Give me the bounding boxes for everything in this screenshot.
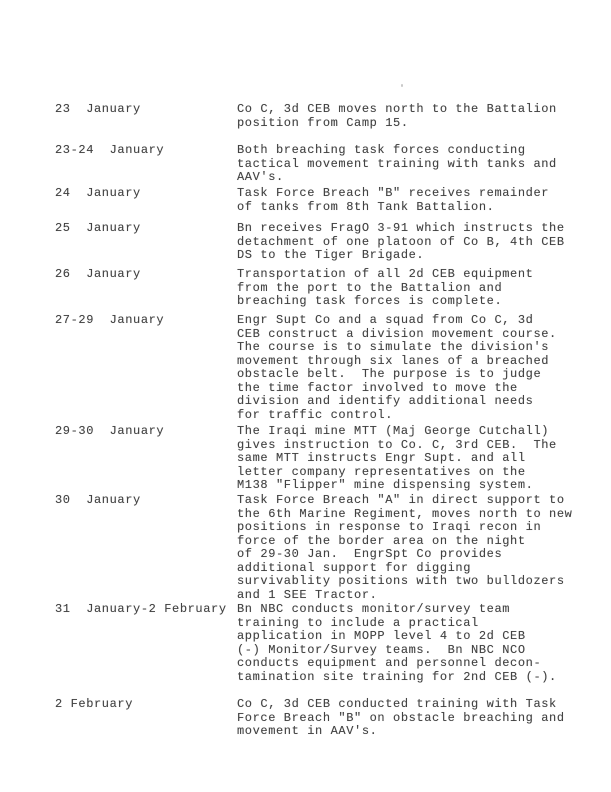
entry-description bbox=[237, 698, 593, 739]
entry-description bbox=[237, 425, 593, 493]
entry-text-line: of 29-30 Jan. EngrSpt Co provides bbox=[237, 547, 503, 561]
entry-date: 26 January bbox=[55, 267, 141, 281]
entry-date: 30 January bbox=[55, 493, 141, 507]
scan-speck-artifact bbox=[401, 84, 403, 87]
entry-text-line: tamination site training for 2nd CEB (-). bbox=[237, 669, 557, 684]
entry-text-line: DS to the Tiger Brigade. bbox=[237, 248, 425, 262]
entry-text-line: tactical movement training with tanks and bbox=[237, 156, 557, 171]
entry-text-line: application in MOPP level 4 to 2d CEB bbox=[237, 629, 526, 643]
entry-text-line: Force Breach "B" on obstacle breaching and bbox=[237, 710, 565, 725]
entry-description bbox=[237, 144, 593, 185]
entry-description bbox=[237, 268, 593, 309]
entry-text-line: additional support for digging bbox=[237, 560, 472, 575]
entry-date: 29-30 January bbox=[55, 424, 165, 438]
entry-text-line: same MTT instructs Engr Supt. and all bbox=[237, 451, 526, 465]
entry-text-line: Bn NBC conducts monitor/survey team bbox=[237, 602, 511, 616]
entry-description bbox=[237, 222, 593, 263]
entry-text-line: conducts equipment and personnel decon- bbox=[237, 656, 542, 670]
entry-date: 2 February bbox=[55, 697, 134, 711]
entry-date: 27-29 January bbox=[55, 313, 165, 327]
entry-description bbox=[237, 603, 593, 684]
entry-text-line: the 6th Marine Regiment, moves north to new bbox=[237, 506, 573, 521]
entry-text-line: the time factor involved to move the bbox=[237, 380, 518, 395]
entry-text-line: and 1 SEE Tractor. bbox=[237, 587, 378, 602]
entry-description bbox=[237, 187, 593, 214]
entry-date: 31 January-2 February bbox=[55, 602, 227, 616]
entry-description bbox=[237, 314, 593, 422]
entry-text-line: AAV's. bbox=[237, 170, 284, 184]
entry-text-line: Task Force Breach "A" in direct support to bbox=[237, 493, 565, 507]
entry-text-line: CEB construct a division movement course. bbox=[237, 326, 557, 341]
entry-text-line: from the port to the Battalion and bbox=[237, 280, 503, 295]
entry-text-line: breaching task forces is complete. bbox=[237, 294, 503, 308]
entry-text-line: detachment of one platoon of Co B, 4th CEB bbox=[237, 234, 565, 249]
entry-text-line: division and identify additional needs bbox=[237, 394, 534, 408]
entry-description bbox=[237, 103, 593, 130]
entry-text-line: Transportation of all 2d CEB equipment bbox=[237, 267, 534, 281]
entry-date: 25 January bbox=[55, 221, 141, 235]
entry-date: 23 January bbox=[55, 102, 141, 116]
entry-text-line: Bn receives FragO 3-91 which instructs the bbox=[237, 221, 565, 235]
entry-text-line: survivablity positions with two bulldozers bbox=[237, 574, 565, 588]
entry-text-line: Co C, 3d CEB conducted training with Task bbox=[237, 697, 557, 711]
entry-text-line: The course is to simulate the division's bbox=[237, 340, 550, 354]
entry-text-line: training to include a practical bbox=[237, 615, 479, 630]
entry-text-line: obstacle belt. The purpose is to judge bbox=[237, 367, 542, 381]
entry-text-line: position from Camp 15. bbox=[237, 115, 409, 130]
entry-text-line: for traffic control. bbox=[237, 407, 394, 422]
entry-date: 23-24 January bbox=[55, 143, 165, 157]
entry-text-line: letter company representatives on the bbox=[237, 464, 526, 479]
entry-text-line: Both breaching task forces conducting bbox=[237, 143, 526, 157]
entry-description bbox=[237, 494, 593, 602]
entry-text-line: Engr Supt Co and a squad from Co C, 3d bbox=[237, 313, 534, 327]
entry-text-line: Co C, 3d CEB moves north to the Battalion bbox=[237, 102, 557, 116]
entry-text-line: gives instruction to Co. C, 3rd CEB. The bbox=[237, 437, 557, 452]
entry-text-line: force of the border area on the night bbox=[237, 533, 526, 548]
entry-text-line: of tanks from 8th Tank Battalion. bbox=[237, 199, 495, 214]
entry-text-line: positions in response to Iraqi recon in bbox=[237, 520, 542, 534]
entry-text-line: Task Force Breach "B" receives remainder bbox=[237, 186, 550, 200]
entry-text-line: The Iraqi mine MTT (Maj George Cutchall) bbox=[237, 424, 550, 438]
entry-text-line: (-) Monitor/Survey teams. Bn NBC NCO bbox=[237, 642, 526, 657]
entry-text-line: movement through six lanes of a breached bbox=[237, 353, 550, 368]
entry-text-line: M138 "Flipper" mine dispensing system. bbox=[237, 478, 534, 492]
entry-text-line: movement in AAV's. bbox=[237, 724, 378, 738]
entry-date: 24 January bbox=[55, 186, 141, 200]
